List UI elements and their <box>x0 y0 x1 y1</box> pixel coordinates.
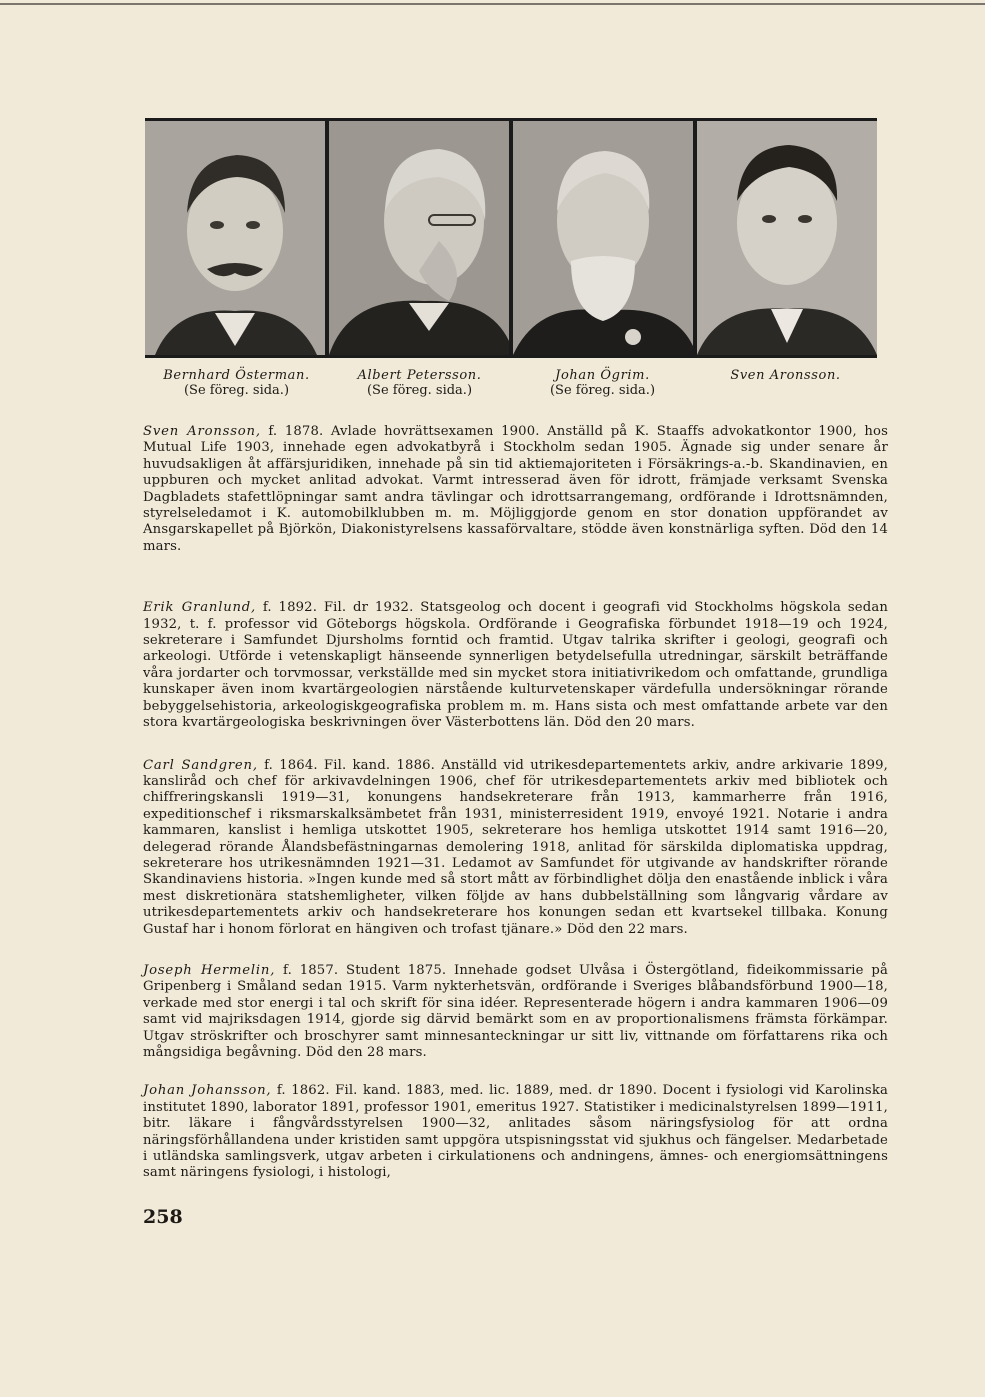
caption-reference: (Se föreg. sida.) <box>183 383 290 398</box>
caption-petersson <box>328 368 511 398</box>
caption-name: Bernhard Österman. <box>163 368 310 383</box>
caption-ogrim <box>511 368 694 398</box>
entry-name: Erik Granlund, <box>143 600 257 616</box>
entry-text: f. 1857. Student 1875. Innehade godset Ulvåsa i Östergötland, fideikommissarie på Gripenberg i Småland sedan 1915. Varm nykterhetsvän, ordförande i Sveriges blåbandsförbund 1900—18, verkade med stor energi i tal och skrift för sina idéer. Representerade högern i andra kammaren 1906—09 samt vid majriksdagen 1914, gjorde sig därvid bemärkt som en av proportionalismens främsta förkämpar. Utgav ströskrifter och broschyrer samt minnesanteckningar ur sitt liv, vittnande om författarens rika och mångsidiga begåvning. Död den 28 mars. <box>143 962 888 1060</box>
page-top-rule <box>0 3 985 5</box>
portrait-strip <box>145 118 877 358</box>
obituary-entries <box>143 424 888 1182</box>
entry-text: f. 1864. Fil. kand. 1886. Anställd vid utrikesdepartementets arkiv, andre arkivarie 1899, kansliråd och chef för arkivavdelningen 1906, chef för utrikesdepartementets arkiv med bibliotek och chiffreringskansli 1919—31, konungens handsekreterare från 1913, kammarherre från 1916, expeditionschef i riksmarskalksämbetet från 1931, ministerresident 1919, envoyé 1921. Notarie i andra kammaren, kanslist i hemliga utskottet 1905, sekreterare hos hemliga utskottet 1914 samt 1916—20, delegerad rörande Ålandsbefästningarnas demolering 1918, anlitad för särskilda diplomatiska uppdrag, sekreterare hos utrikesnämnden 1921—31. Ledamot av Samfundet för utgivande av handskrifter rörande Skandinaviens historia. »Ingen kunde med så stort mått av förbindlighet dölja den enastående inblick i våra mest diskretionära statshemligheter, vilken följde av hans dubbelställning som långvarig vårdare av utrikesdepartementets arkiv och handsekreterare hos konungen sedan ett kvartsekel tillbaka. Konung Gustaf har i honom förlorat en hängiven och trofast tjänare.» Död den 22 mars. <box>143 757 888 937</box>
caption-name: Johan Ögrim. <box>555 368 650 383</box>
entry-sandgren <box>143 758 888 938</box>
entry-name: Sven Aronsson, <box>143 424 261 439</box>
entry-name: Joseph Hermelin, <box>143 962 276 978</box>
portrait-photo-aronsson <box>697 121 877 355</box>
entry-name: Johan Johansson, <box>143 1083 272 1099</box>
entry-name: Carl Sandgren, <box>143 757 258 773</box>
caption-osterman <box>145 368 328 398</box>
caption-aronsson <box>694 368 877 398</box>
entry-text: f. 1862. Fil. kand. 1883, med. lic. 1889, med. dr 1890. Docent i fysiologi vid Karolinska institutet 1890, laborator 1891, professor 1901, emeritus 1927. Statistiker i medicinalstyrelsen 1899—1911, bitr. läkare i fångvårdsstyrelsen 1900—32, anlitades såsom näringsfysiolog för att ordna näringsförhållandena under kristiden samt uppgöra utspisningsstat vid sjukhus och fängelser. Medarbetade i utländska samlingsverk, utgav arbeten i cirkulationens och andningens, ämnes- och energiomsättningens samt näringens fysiologi, i histologi, <box>143 1083 888 1181</box>
portrait-captions <box>145 368 877 398</box>
entry-text: f. 1878. Avlade hovrättsexamen 1900. Anställd på K. Staaffs advokatkontor 1900, hos Mutual Life 1903, innehade egen advokatbyrå i Stockholm sedan 1905. Ägnade sig under senare år huvudsakligen åt affärsjuridiken, innehade på sin tid aktiemajoriteten i Försäkrings-a.-b. Skandinavien, en uppburen och mycket anlitad advokat. Varmt intresserad även för idrott, främjade verksamt Svenska Dagbladets stafettlöpningar samt andra tävlingar och idrottsarrangemang, ordförande i Idrottsnämnden, styrelseledamot i K. automobilklubben m. m. Möjliggjorde genom en stor donation uppförandet av Ansgarskapellet på Björkön, Diakonistyrelsens kassaförvaltare, stödde även konstnärliga syften. Död den 14 mars. <box>143 424 888 554</box>
entry-johansson <box>143 1083 888 1181</box>
caption-name: Sven Aronsson. <box>730 368 841 383</box>
caption-reference: (Se föreg. sida.) <box>549 383 656 398</box>
caption-name: Albert Petersson. <box>357 368 482 383</box>
caption-reference: (Se föreg. sida.) <box>366 383 473 398</box>
entry-text: f. 1892. Fil. dr 1932. Statsgeolog och docent i geografi vid Stockholms högskola sedan 1932, t. f. professor vid Göteborgs högskola. Ordförande i Geografiska förbundet 1918—19 och 1924, sekreterare i Samfundet Djursholms forntid och framtid. Utgav talrika skrifter i geologi, geografi och arkeologi. Utförde i vetenskapligt hänseende synnerligen betydelsefulla utredningar, särskilt beträffande våra jordarter och torvmossar, verkställde med sin mycket stora initiativrikedom och omfattande, grundliga kunskaper även inom kvartärgeologien närstående kulturvetenskaper värdefulla undersökningar rörande bebyggelsehistoria, arkeologiskgeografiska problem m. m. Hans sista och mest omfattande arbete var den stora kvartärgeologiska beskrivningen över Västerbottens län. Död den 20 mars. <box>143 600 888 731</box>
entry-granlund <box>143 600 888 731</box>
portrait-photo-ogrim <box>513 121 693 355</box>
entry-hermelin <box>143 963 888 1061</box>
entry-aronsson <box>143 424 888 555</box>
page-number: 258 <box>143 1206 183 1228</box>
portrait-photo-petersson <box>329 121 509 355</box>
portrait-photo-osterman <box>145 121 325 355</box>
